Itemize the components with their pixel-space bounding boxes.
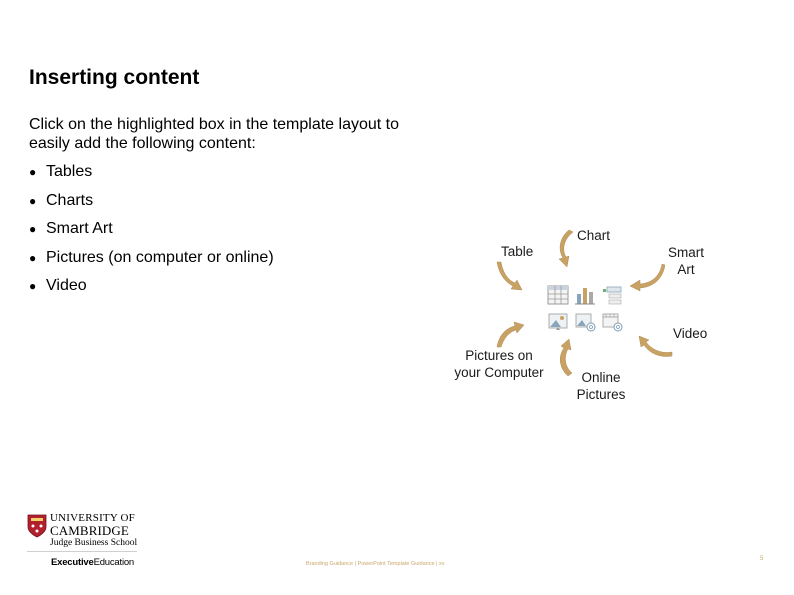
table-icon (547, 285, 569, 305)
label-video: Video (673, 326, 708, 341)
bullet-list (29, 162, 274, 305)
bullet-text: Pictures (on computer or online) (46, 248, 274, 266)
video-icon (601, 312, 623, 332)
bullet-dot: ● (29, 222, 37, 237)
bullet-text: Charts (46, 191, 94, 209)
bullet-text: Tables (46, 163, 93, 180)
picture-icon (547, 312, 569, 332)
cambridge-jbs-logo (27, 513, 139, 571)
bullet-dot: ● (29, 165, 37, 179)
bullet-dot: ● (29, 279, 37, 294)
label-table: Table (501, 244, 534, 259)
bullet-text: Smart Art (46, 220, 113, 238)
logo-judge-business-school: Judge Business School (50, 538, 138, 548)
bullet-dot: ● (29, 250, 37, 265)
page-number: 5 (760, 556, 764, 562)
arrow-table-icon (495, 260, 525, 292)
logo-divider (27, 551, 137, 552)
bullet-item (29, 162, 274, 191)
arrow-chart-icon (555, 228, 579, 268)
logo-executive-education (51, 557, 134, 568)
bullet-dot: ● (29, 193, 37, 208)
label-pictures-computer (450, 347, 548, 381)
label-pictures-computer-line2: your Computer (454, 365, 544, 380)
crest-icon (27, 514, 47, 538)
label-smart-art (666, 244, 706, 278)
label-online-pictures-line1: Online (581, 370, 621, 385)
bullet-item (29, 276, 274, 305)
label-chart: Chart (577, 228, 611, 243)
label-online-pictures-line2: Pictures (576, 387, 626, 402)
arrow-pictures-computer-icon (494, 319, 526, 349)
label-smart-art-line1: Smart (667, 245, 704, 260)
smart-art-icon (601, 285, 623, 305)
footer-text: Branding Guidance | PowerPoint Template Guidance | xx (306, 561, 445, 567)
label-smart-art-line2: Art (677, 262, 695, 277)
label-online-pictures (574, 369, 628, 403)
bullet-item (29, 191, 274, 220)
logo-education: Education (93, 557, 135, 568)
bullet-item (29, 248, 274, 277)
arrow-online-pictures-icon (556, 338, 580, 378)
label-pictures-computer-line1: Pictures on (465, 348, 533, 363)
slide-title: Inserting content (29, 66, 200, 89)
arrow-video-icon (638, 334, 674, 360)
bullet-item (29, 219, 274, 248)
logo-cambridge: CAMBRIDGE (50, 523, 129, 538)
arrow-smart-art-icon (627, 262, 665, 292)
online-picture-icon (574, 312, 596, 332)
logo-executive: Executive (51, 557, 94, 568)
bullet-text: Video (46, 277, 87, 295)
logo-university-of: UNIVERSITY OF (50, 512, 135, 524)
intro-text: Click on the highlighted box in the template layout to easily add the following content: (29, 116, 400, 152)
chart-icon (574, 285, 596, 305)
